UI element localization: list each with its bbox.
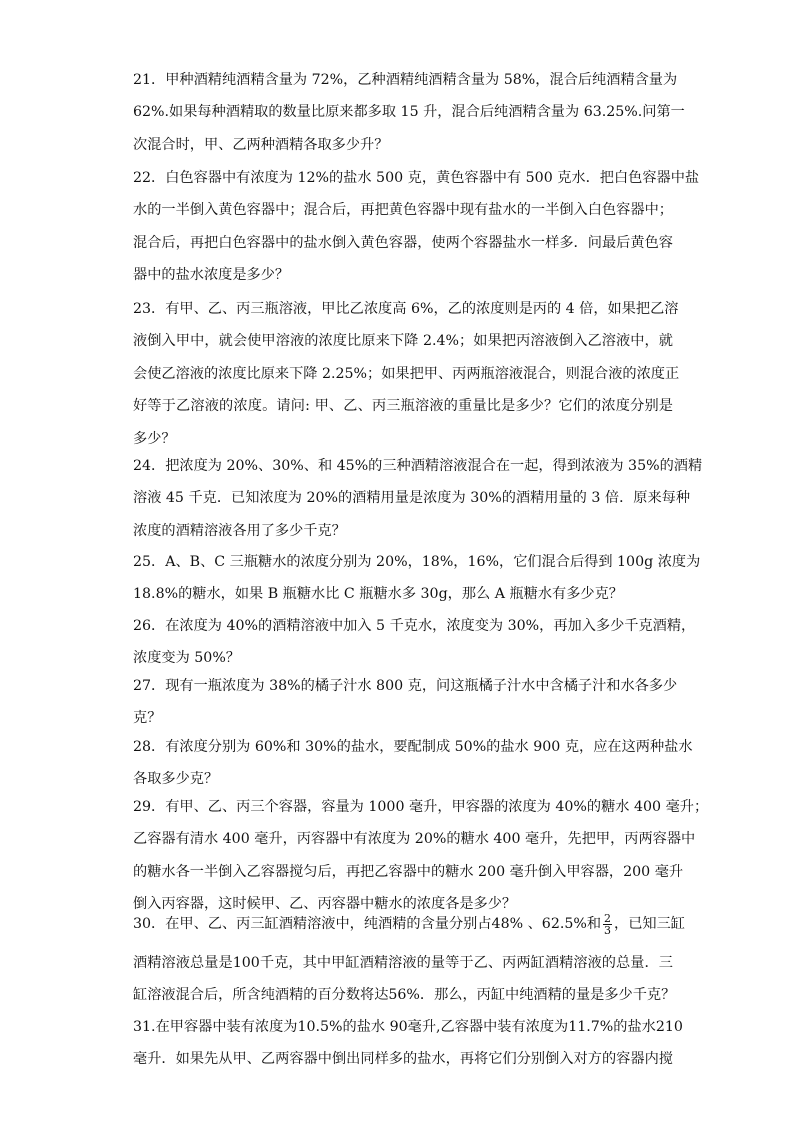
question-24 [133,450,703,547]
question-line: 好等于乙溶液的浓度。请问: 甲、乙、丙三瓶溶液的重量比是多少？它们的浓度分别是 [133,398,673,415]
question-28 [133,731,693,796]
question-line: 毫升．如果先从甲、乙两容器中倒出同样多的盐水，再将它们分别倒入对方的容器内搅 [133,1051,673,1068]
question-line: 溶液 45 千克．已知浓度为 20%的酒精用量是浓度为 30%的酒精用量的 3 倍．原来每种 [133,490,691,507]
question-line: 器中的盐水浓度是多少？ [133,267,290,284]
question-26 [133,610,696,675]
question-27 [133,670,678,735]
question-31 [133,1011,683,1076]
question-line: 液倒入甲中，就会使甲溶液的浓度比原来下降 2.4%；如果把丙溶液倒入乙溶液中，就 [133,333,673,350]
question-line: 次混合时，甲、乙两种酒精各取多少升？ [133,136,389,153]
question-line: 克？ [133,710,162,727]
question-line: 浓度变为 50%？ [133,650,240,667]
fraction-numerator: 2 [604,911,612,925]
fraction-denominator: 3 [604,923,612,937]
question-line: 缸溶液混合后，所含纯酒精的百分数将达56%．那么，丙缸中纯酒精的量是多少千克？ [133,987,676,1004]
question-line: 22．白色容器中有浓度为 12%的盐水 500 克，黄色容器中有 500 克水．把白色容器中盐 [133,170,700,186]
question-line: 混合后，再把白色容器中的盐水倒入黄色容器，使两个容器盐水一样多．问最后黄色容 [133,234,673,251]
question-22 [133,162,700,292]
question-line: 浓度的酒精溶液各用了多少千克？ [133,522,346,539]
question-line [133,905,685,943]
question-line: 多少？ [133,430,176,447]
question-23 [133,293,680,455]
question-21 [133,64,685,161]
question-line: 乙容器有清水 400 毫升，丙容器中有浓度为 20%的糖水 400 毫升，先把甲，丙两容器中 [133,831,696,848]
question-line: 水的一半倒入黄色容器中；混合后，再把黄色容器中现有盐水的一半倒入白色容器中； [133,202,673,219]
question-line: 62%.如果每种酒精取的数量比原来都多取 15 升，混合后纯酒精含量为 63.25%.问第一 [133,104,685,121]
question-line: 31.在甲容器中装有浓度为10.5%的盐水 90毫升,乙容器中装有浓度为11.7%的盐水210 [133,1019,683,1035]
question-line: 的糖水各一半倒入乙容器搅匀后，再把乙容器中的糖水 200 毫升倒入甲容器，200 毫升 [133,863,684,880]
question-line: 27．现有一瓶浓度为 38%的橘子汁水 800 克，问这瓶橘子汁水中含橘子汁和水各多少 [133,678,678,694]
question-line: 21．甲种酒精纯酒精含量为 72%，乙种酒精纯酒精含量为 58%，混合后纯酒精含量为 [133,72,678,88]
question-line: 29．有甲、乙、丙三个容器，容量为 1000 毫升，甲容器的浓度为 40%的糖水 400 毫升； [133,799,709,815]
question-line: 23．有甲、乙、丙三瓶溶液，甲比乙浓度高 6%，乙的浓度则是丙的 4 倍，如果把乙溶 [133,301,679,317]
question-line: 各取多少克？ [133,771,219,788]
question-30 [133,905,685,1012]
question-line: 25．A、B、C 三瓶糖水的浓度分别为 20%，18%，16%，它们混合后得到 100g 浓度为 [133,554,701,570]
question-line: 28．有浓度分别为 60%和 30%的盐水，要配制成 50%的盐水 900 克，应在这两种盐水 [133,739,693,755]
fraction-two-thirds [603,913,612,936]
question-line: 18.8%的糖水，如果 B 瓶糖水比 C 瓶糖水多 30g，那么 A 瓶糖水有多少克？ [133,586,623,603]
q30-line1-tail: ，已知三缸 [614,916,685,932]
q30-line1-text: 30．在甲、乙、丙三缸酒精溶液中，纯酒精的含量分别占48% 、62.5%和 [133,916,602,932]
question-line: 会使乙溶液的浓度比原来下降 2.25%；如果把甲、丙两瓶溶液混合，则混合液的浓度正 [133,365,680,382]
question-line: 26．在浓度为 40%的酒精溶液中加入 5 千克水，浓度变为 30%，再加入多少千克酒精， [133,618,696,634]
question-line: 24．把浓度为 20%、30%、和 45%的三种酒精溶液混合在一起，得到浓液为 35%的酒精 [133,458,703,474]
question-line: 倒入丙容器，这时候甲、乙、丙容器中糖水的浓度各是多少？ [133,896,517,913]
question-29 [133,791,709,921]
question-25 [133,546,701,611]
question-line: 酒精溶液总量是100千克，其中甲缸酒精溶液的量等于乙、丙两缸酒精溶液的总量．三 [133,955,673,971]
